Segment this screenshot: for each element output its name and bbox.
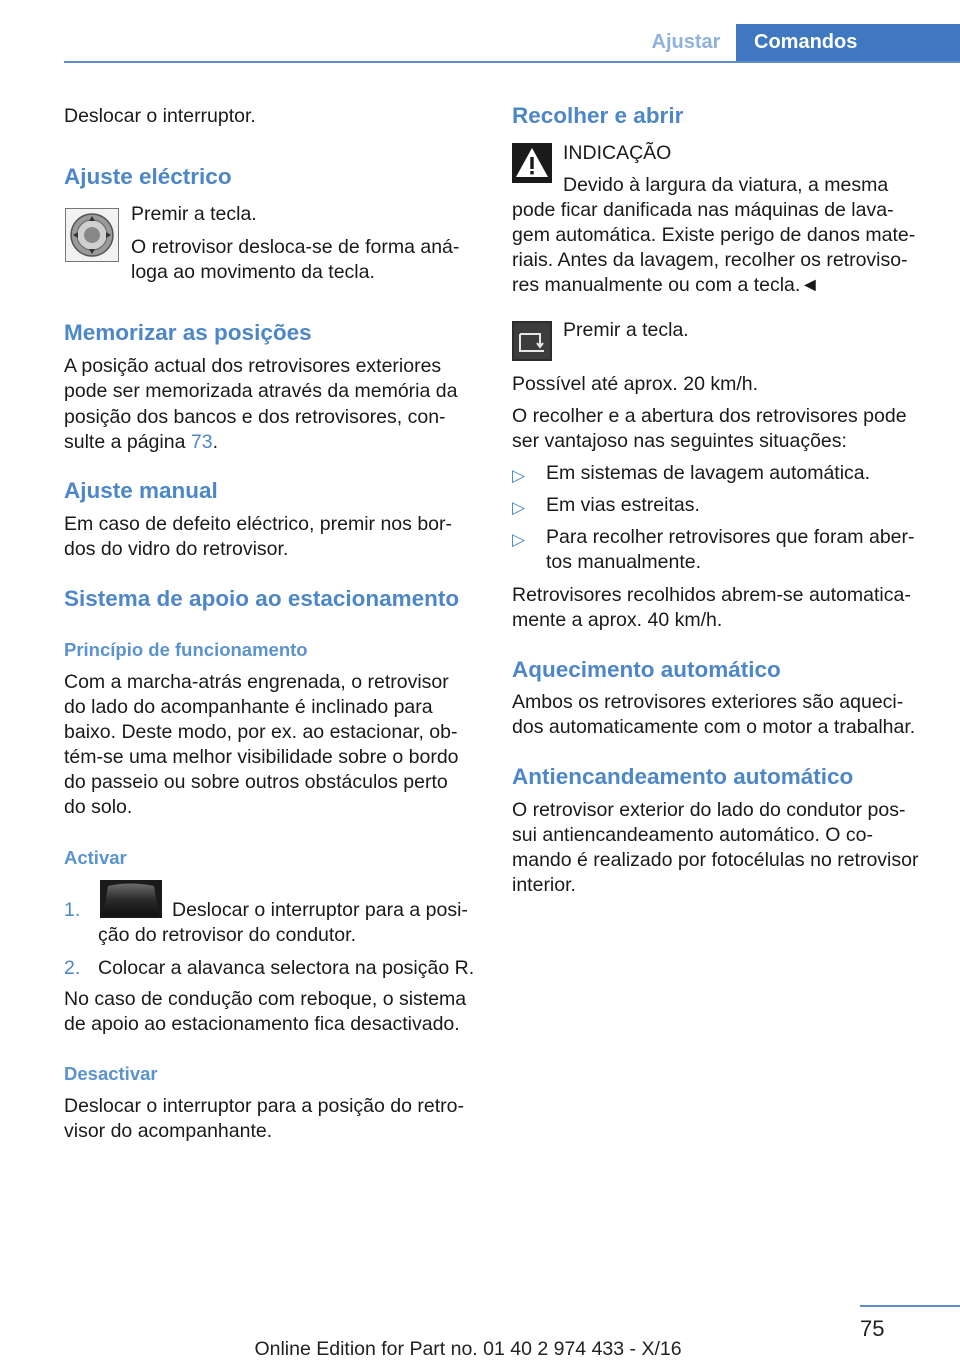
pr-line-3: baixo. Deste modo, por ex. ao estacionar, ob-	[64, 721, 458, 743]
bullet-text-2: Em vias estreitas.	[546, 494, 700, 516]
des-line-2: visor do acompanhante.	[64, 1120, 273, 1142]
mem-line-1: A posição actual dos retrovisores exteriores	[64, 355, 442, 377]
mirror-switch-icon	[100, 880, 162, 918]
step-1-text-a: Deslocar o interruptor para a posi-	[172, 899, 468, 921]
an-line-3: mando é realizado por fotocélulas no retrovisor	[512, 849, 919, 871]
footer-edition-text: Online Edition for Part no. 01 40 2 974 433 - X/16	[254, 1338, 682, 1360]
reb-line-1: No caso de condução com reboque, o sistema	[64, 988, 467, 1010]
indicacao-title: INDICAÇÃO	[563, 142, 672, 164]
ind-line-5: res manualmente ou com a tecla.◄	[512, 274, 820, 296]
rec-line-1: O recolher e a abertura dos retrovisores pode	[512, 405, 907, 427]
mem-line-3: posição dos bancos e dos retrovisores, con-	[64, 406, 446, 428]
intro-text: Deslocar o interruptor.	[64, 105, 256, 127]
man-line-1: Em caso de defeito eléctrico, premir nos bor-	[64, 513, 453, 535]
step-1-text-b: ção do retrovisor do condutor.	[98, 924, 356, 946]
heading-aquecimento: Aquecimento automático	[512, 657, 781, 682]
pr-line-1: Com a marcha-atrás engrenada, o retrovisor	[64, 671, 449, 693]
ind-line-1: Devido à largura da viatura, a mesma	[563, 174, 889, 196]
aq-line-1: Ambos os retrovisores exteriores são aqueci-	[512, 691, 904, 713]
pr-line-4: tém-se uma melhor visibilidade sobre o bordo	[64, 746, 459, 768]
ind-line-2: pode ficar danificada nas máquinas de lava-	[512, 199, 894, 221]
mem-line-4	[64, 430, 218, 456]
an-line-1: O retrovisor exterior do lado do condutor pos-	[512, 799, 906, 821]
heading-recolher: Recolher e abrir	[512, 103, 684, 128]
footer-rule	[860, 1305, 960, 1307]
step-2-text: Colocar a alavanca selectora na posição R.	[98, 957, 475, 979]
bullet-text-3b: tos manualmente.	[546, 551, 702, 573]
bullet-marker-2: ▷	[512, 498, 526, 517]
pr-line-5: do passeio ou sobre outros obstáculos perto	[64, 771, 448, 793]
heading-antiencandeamento: Antiencandeamento automático	[512, 764, 854, 789]
heading-ajuste-electrico: Ajuste eléctrico	[64, 164, 232, 189]
header-tab-ajustar[interactable]: Ajustar	[651, 31, 721, 53]
man-line-2: dos do vidro do retrovisor.	[64, 538, 289, 560]
heading-memorizar: Memorizar as posições	[64, 320, 312, 345]
fold-mirror-button-icon	[512, 321, 552, 361]
bullet-marker-1: ▷	[512, 466, 526, 485]
warning-icon	[512, 143, 552, 183]
des-line-1: Deslocar o interruptor para a posição do retro-	[64, 1095, 464, 1117]
reb-line-2: de apoio ao estacionamento fica desactivado.	[64, 1013, 460, 1035]
an-line-2: sui antiencandeamento automático. O co-	[512, 824, 873, 846]
rec-line-2: ser vantajoso nas seguintes situações:	[512, 430, 847, 452]
heading-activar: Activar	[64, 847, 127, 868]
header-tab-comandos[interactable]: Comandos	[736, 24, 960, 63]
pr-line-6: do solo.	[64, 796, 133, 818]
header-rule	[64, 61, 960, 63]
heading-ajuste-manual: Ajuste manual	[64, 478, 218, 503]
possivel-text: Possível até aprox. 20 km/h.	[512, 373, 759, 395]
bullet-text-3a: Para recolher retrovisores que foram aber-	[546, 526, 915, 548]
aq-line-2: dos automaticamente com o motor a trabalhar.	[512, 716, 916, 738]
ret-line-2: mente a aprox. 40 km/h.	[512, 609, 723, 631]
ind-line-4: riais. Antes da lavagem, recolher os retroviso-	[512, 249, 908, 271]
ind-line-3: gem automática. Existe perigo de danos mate-	[512, 224, 916, 246]
heading-desactivar: Desactivar	[64, 1063, 158, 1084]
page-number: 75	[860, 1316, 885, 1341]
ae-text-2a: O retrovisor desloca-se de forma aná-	[131, 236, 460, 258]
step-2-number: 2.	[64, 957, 81, 979]
mem-line-4-end: .	[212, 431, 218, 453]
page-73-link[interactable]: 73	[190, 431, 213, 453]
ae-text-1: Premir a tecla.	[131, 203, 257, 225]
mirror-joystick-icon	[65, 208, 119, 262]
bullet-text-1: Em sistemas de lavagem automática.	[546, 462, 871, 484]
mem-line-2: pode ser memorizada através da memória da	[64, 380, 458, 402]
pr-line-2: do lado do acompanhante é inclinado para	[64, 696, 433, 718]
premir-tecla-text: Premir a tecla.	[563, 319, 689, 341]
ae-text-2b: loga ao movimento da tecla.	[131, 261, 375, 283]
an-line-4: interior.	[512, 874, 576, 896]
mem-line-4-text: sulte a página	[64, 431, 191, 453]
step-1-number: 1.	[64, 899, 81, 921]
heading-sistema-apoio: Sistema de apoio ao estacionamento	[64, 586, 460, 611]
ret-line-1: Retrovisores recolhidos abrem-se automatica-	[512, 584, 911, 606]
bullet-marker-3: ▷	[512, 530, 526, 549]
heading-principio: Princípio de funcionamento	[64, 639, 308, 660]
footer-edition	[0, 1338, 960, 1361]
